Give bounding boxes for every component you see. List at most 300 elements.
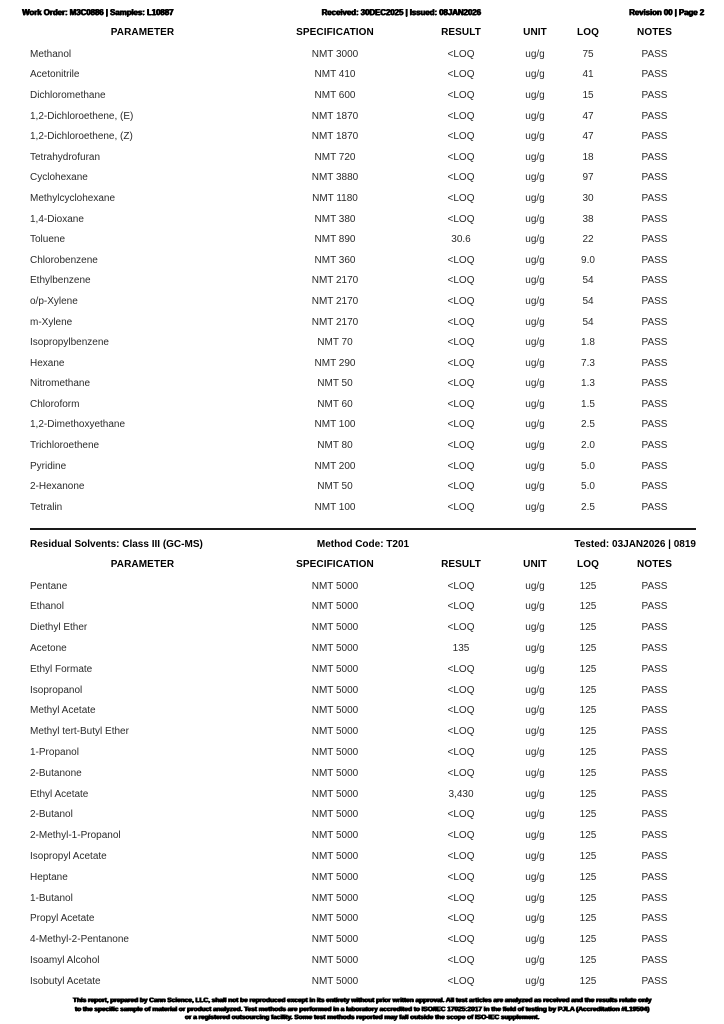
notes-cell: PASS: [641, 850, 668, 862]
unit-cell: ug/g: [525, 601, 545, 613]
parameter-cell: 1,2-Dichloroethene, (E): [30, 110, 134, 122]
table-row: [30, 147, 696, 168]
notes-cell: PASS: [641, 357, 668, 369]
parameter-cell: Toluene: [30, 234, 66, 246]
specification-cell: NMT 5000: [311, 663, 359, 675]
parameter-cell: Trichloroethene: [30, 440, 100, 452]
parameter-cell: Acetonitrile: [30, 69, 80, 81]
specification-cell: NMT 60: [317, 398, 353, 410]
unit-cell: ug/g: [525, 809, 545, 821]
loq-cell: 15: [582, 89, 594, 101]
loq-cell: 125: [579, 892, 597, 904]
parameter-cell: o/p-Xylene: [30, 295, 78, 307]
notes-cell: PASS: [641, 337, 668, 349]
notes-cell: PASS: [641, 110, 668, 122]
unit-cell: ug/g: [525, 481, 545, 493]
loq-cell: 125: [579, 767, 597, 779]
parameter-cell: 4-Methyl-2-Pentanone: [30, 934, 129, 946]
method-code-label: Method Code: T201: [316, 538, 410, 550]
result-cell: <LOQ: [447, 254, 475, 266]
loq-cell: 1.5: [581, 398, 595, 410]
unit-cell: ug/g: [525, 788, 545, 800]
table-row: [30, 209, 696, 230]
table-row: [30, 456, 696, 477]
table-header-row: [30, 553, 696, 576]
disclaimer-line-2: to the specific sample of material or product analyzed. Test methods are performed in a laboratory accredited to ISO/IEC 17025:2017 in the field of testing by PJLA (Accreditation #L19504): [74, 1005, 650, 1013]
result-cell: <LOQ: [447, 481, 475, 493]
unit-cell: ug/g: [525, 234, 545, 246]
notes-cell: PASS: [641, 254, 668, 266]
unit-cell: ug/g: [525, 69, 545, 81]
table-row: [30, 353, 696, 374]
table-row: [30, 188, 696, 209]
unit-cell: ug/g: [525, 663, 545, 675]
notes-cell: PASS: [641, 788, 668, 800]
parameter-cell: Hexane: [30, 357, 65, 369]
notes-cell: PASS: [641, 684, 668, 696]
notes-cell: PASS: [641, 892, 668, 904]
column-header-specification: SPECIFICATION: [296, 27, 374, 38]
loq-cell: 38: [582, 213, 594, 225]
loq-cell: 125: [579, 601, 597, 613]
table-row: [30, 312, 696, 333]
unit-cell: ug/g: [525, 275, 545, 287]
notes-cell: PASS: [641, 871, 668, 883]
notes-cell: PASS: [641, 316, 668, 328]
result-cell: <LOQ: [447, 378, 475, 390]
disclaimer-line-1: This report, prepared by Cann Science, LLC, shall not be reproduced except in its entirety without prior written approval. All test articles are analyzed as received and the results relate only: [72, 997, 652, 1005]
parameter-cell: 1,2-Dimethoxyethane: [30, 419, 126, 431]
result-cell: <LOQ: [447, 151, 475, 163]
table-row: [30, 229, 696, 250]
result-cell: <LOQ: [447, 501, 475, 513]
result-cell: <LOQ: [447, 830, 475, 842]
result-cell: <LOQ: [447, 89, 475, 101]
notes-cell: PASS: [641, 48, 668, 60]
result-cell: <LOQ: [447, 275, 475, 287]
table-row: [30, 291, 696, 312]
table-row: [30, 415, 696, 436]
tested-date-label: Tested: 03JAN2026 | 0819: [574, 538, 696, 550]
loq-cell: 2.5: [581, 501, 595, 513]
loq-cell: 125: [579, 809, 597, 821]
column-header-specification: SPECIFICATION: [296, 558, 374, 570]
unit-cell: ug/g: [525, 892, 545, 904]
unit-cell: ug/g: [525, 172, 545, 184]
unit-cell: ug/g: [525, 440, 545, 452]
result-cell: <LOQ: [447, 975, 475, 987]
loq-cell: 125: [579, 913, 597, 925]
specification-cell: NMT 50: [317, 378, 353, 390]
parameter-cell: Methyl Acetate: [30, 705, 96, 717]
result-cell: <LOQ: [447, 440, 475, 452]
loq-cell: 125: [579, 871, 597, 883]
table-row: [30, 332, 696, 353]
notes-cell: PASS: [641, 809, 668, 821]
loq-cell: 54: [582, 316, 594, 328]
received-issued-label: Received: 30DEC2025 | Issued: 08JAN2026: [321, 8, 481, 17]
parameter-cell: Diethyl Ether: [30, 622, 88, 634]
notes-cell: PASS: [641, 663, 668, 675]
table-row: [30, 374, 696, 395]
column-header-loq: LOQ: [577, 27, 599, 38]
notes-cell: PASS: [641, 601, 668, 613]
specification-cell: NMT 5000: [311, 580, 359, 592]
loq-cell: 2.5: [581, 419, 595, 431]
table-row: [30, 659, 696, 680]
parameter-cell: Propyl Acetate: [30, 913, 95, 925]
parameter-cell: Dichloromethane: [30, 89, 106, 101]
loq-cell: 1.3: [581, 378, 595, 390]
loq-cell: 54: [582, 275, 594, 287]
result-cell: <LOQ: [447, 419, 475, 431]
unit-cell: ug/g: [525, 830, 545, 842]
result-cell: <LOQ: [447, 892, 475, 904]
result-cell: <LOQ: [447, 934, 475, 946]
result-cell: <LOQ: [447, 337, 475, 349]
parameter-cell: Ethyl Formate: [30, 663, 93, 675]
table-row: [30, 596, 696, 617]
notes-cell: PASS: [641, 89, 668, 101]
specification-cell: NMT 100: [314, 419, 356, 431]
specification-cell: NMT 1870: [311, 131, 359, 143]
table-row: [30, 476, 696, 497]
table-row: [30, 888, 696, 909]
specification-cell: NMT 5000: [311, 726, 359, 738]
loq-cell: 5.0: [581, 460, 595, 472]
loq-cell: 30: [582, 192, 594, 204]
unit-cell: ug/g: [525, 110, 545, 122]
table-row: [30, 435, 696, 456]
unit-cell: ug/g: [525, 254, 545, 266]
unit-cell: ug/g: [525, 850, 545, 862]
parameter-cell: Chlorobenzene: [30, 254, 98, 266]
parameter-cell: Ethyl Acetate: [30, 788, 89, 800]
loq-cell: 125: [579, 954, 597, 966]
unit-cell: ug/g: [525, 642, 545, 654]
unit-cell: ug/g: [525, 684, 545, 696]
loq-cell: 18: [582, 151, 594, 163]
unit-cell: ug/g: [525, 151, 545, 163]
result-cell: <LOQ: [447, 48, 475, 60]
table-row: [30, 721, 696, 742]
unit-cell: ug/g: [525, 954, 545, 966]
loq-cell: 2.0: [581, 440, 595, 452]
result-cell: <LOQ: [447, 69, 475, 81]
result-cell: <LOQ: [447, 663, 475, 675]
loq-cell: 75: [582, 48, 594, 60]
specification-cell: NMT 5000: [311, 809, 359, 821]
unit-cell: ug/g: [525, 501, 545, 513]
table-row: [30, 867, 696, 888]
notes-cell: PASS: [641, 213, 668, 225]
notes-cell: PASS: [641, 275, 668, 287]
class2-table-body: [30, 44, 696, 518]
unit-cell: ug/g: [525, 726, 545, 738]
loq-cell: 125: [579, 663, 597, 675]
loq-cell: 54: [582, 295, 594, 307]
unit-cell: ug/g: [525, 460, 545, 472]
specification-cell: NMT 5000: [311, 642, 359, 654]
notes-cell: PASS: [641, 705, 668, 717]
result-cell: <LOQ: [447, 295, 475, 307]
loq-cell: 41: [582, 69, 594, 81]
notes-cell: PASS: [641, 580, 668, 592]
table-row: [30, 106, 696, 127]
notes-cell: PASS: [641, 234, 668, 246]
result-cell: <LOQ: [447, 705, 475, 717]
table-row: [30, 65, 696, 86]
table-row: [30, 250, 696, 271]
loq-cell: 22: [582, 234, 594, 246]
specification-cell: NMT 1180: [312, 192, 358, 204]
table-header-row: [30, 21, 696, 44]
parameter-cell: Methanol: [30, 48, 72, 60]
specification-cell: NMT 5000: [311, 684, 359, 696]
notes-cell: PASS: [641, 501, 668, 513]
table-row: [30, 763, 696, 784]
specification-cell: NMT 2170: [311, 295, 359, 307]
loq-cell: 125: [579, 726, 597, 738]
specification-cell: NMT 1870: [311, 110, 359, 122]
specification-cell: NMT 5000: [311, 830, 359, 842]
table-row: [30, 971, 696, 992]
loq-cell: 9.0: [581, 254, 595, 266]
parameter-cell: Isopropanol: [30, 684, 83, 696]
loq-cell: 125: [579, 788, 597, 800]
notes-cell: PASS: [641, 192, 668, 204]
parameter-cell: Isopropyl Acetate: [30, 850, 107, 862]
parameter-cell: Pentane: [30, 580, 68, 592]
table-row: [30, 846, 696, 867]
loq-cell: 125: [579, 622, 597, 634]
notes-cell: PASS: [641, 975, 668, 987]
unit-cell: ug/g: [525, 913, 545, 925]
parameter-cell: 1,2-Dichloroethene, (Z): [30, 131, 133, 143]
loq-cell: 125: [579, 746, 597, 758]
parameter-cell: Ethylbenzene: [30, 275, 91, 287]
result-cell: <LOQ: [447, 684, 475, 696]
parameter-cell: Isobutyl Acetate: [30, 975, 101, 987]
result-cell: <LOQ: [447, 316, 475, 328]
unit-cell: ug/g: [525, 48, 545, 60]
specification-cell: NMT 2170: [311, 316, 359, 328]
parameter-cell: Cyclohexane: [30, 172, 88, 184]
specification-cell: NMT 380: [314, 213, 356, 225]
specification-cell: NMT 5000: [311, 767, 359, 779]
specification-cell: NMT 3000: [311, 48, 359, 60]
loq-cell: 47: [582, 131, 594, 143]
parameter-cell: Methylcyclohexane: [30, 192, 116, 204]
specification-cell: NMT 100: [314, 501, 356, 513]
parameter-cell: 1,4-Dioxane: [30, 213, 84, 225]
specification-cell: NMT 80: [317, 440, 353, 452]
class3-solvents-table: [30, 553, 696, 992]
notes-cell: PASS: [641, 440, 668, 452]
result-cell: <LOQ: [447, 110, 475, 122]
notes-cell: PASS: [641, 726, 668, 738]
specification-cell: NMT 290: [314, 357, 356, 369]
column-header-result: RESULT: [441, 558, 481, 570]
loq-cell: 125: [579, 684, 597, 696]
specification-cell: NMT 50: [317, 481, 353, 493]
unit-cell: ug/g: [525, 767, 545, 779]
specification-cell: NMT 5000: [311, 622, 359, 634]
unit-cell: ug/g: [525, 316, 545, 328]
result-cell: <LOQ: [447, 954, 475, 966]
class3-table-body: [30, 576, 696, 992]
parameter-cell: Tetrahydrofuran: [30, 151, 101, 163]
result-cell: <LOQ: [447, 192, 475, 204]
table-row: [30, 271, 696, 292]
result-cell: 30.6: [451, 234, 471, 246]
table-row: [30, 908, 696, 929]
table-row: [30, 680, 696, 701]
parameter-cell: Isoamyl Alcohol: [30, 954, 100, 966]
loq-cell: 125: [579, 850, 597, 862]
result-cell: <LOQ: [447, 622, 475, 634]
loq-cell: 125: [579, 934, 597, 946]
specification-cell: NMT 70: [317, 337, 353, 349]
work-order-label: Work Order: M3C0886 | Samples: L10887: [22, 8, 174, 17]
table-row: [30, 700, 696, 721]
result-cell: <LOQ: [447, 767, 475, 779]
table-row: [30, 394, 696, 415]
class2-solvents-table: [30, 21, 696, 518]
loq-cell: 1.8: [581, 337, 595, 349]
parameter-cell: Ethanol: [30, 601, 64, 613]
page-footer-disclaimer: [0, 997, 724, 1023]
result-cell: <LOQ: [447, 460, 475, 472]
result-cell: <LOQ: [447, 580, 475, 592]
disclaimer-line-3: or a registered outsourcing facility. Some test methods reported may fall outside the scope of ISO-IEC supplement.: [184, 1014, 540, 1022]
loq-cell: 125: [579, 705, 597, 717]
unit-cell: ug/g: [525, 213, 545, 225]
loq-cell: 7.3: [581, 357, 595, 369]
specification-cell: NMT 2170: [311, 275, 359, 287]
unit-cell: ug/g: [525, 89, 545, 101]
result-cell: <LOQ: [447, 726, 475, 738]
parameter-cell: 2-Butanone: [30, 767, 82, 779]
loq-cell: 5.0: [581, 481, 595, 493]
parameter-cell: 2-Methyl-1-Propanol: [30, 830, 121, 842]
result-cell: <LOQ: [447, 213, 475, 225]
section-title: Residual Solvents: Class III (GC-MS): [30, 538, 203, 550]
specification-cell: NMT 5000: [311, 913, 359, 925]
notes-cell: PASS: [641, 622, 668, 634]
table-row: [30, 742, 696, 763]
revision-page-label: Revision 00 | Page 2: [629, 8, 704, 17]
notes-cell: PASS: [641, 378, 668, 390]
specification-cell: NMT 5000: [311, 892, 359, 904]
column-header-result: RESULT: [441, 27, 481, 38]
unit-cell: ug/g: [525, 746, 545, 758]
parameter-cell: Pyridine: [30, 460, 67, 472]
table-row: [30, 168, 696, 189]
column-header-parameter: PARAMETER: [110, 558, 175, 570]
section-header: [30, 530, 696, 553]
specification-cell: NMT 5000: [311, 934, 359, 946]
table-row: [30, 825, 696, 846]
column-header-notes: NOTES: [637, 558, 672, 570]
parameter-cell: Heptane: [30, 871, 68, 883]
specification-cell: NMT 5000: [311, 871, 359, 883]
parameter-cell: 1-Butanol: [30, 892, 73, 904]
column-header-notes: NOTES: [637, 27, 672, 38]
parameter-cell: Chloroform: [30, 398, 80, 410]
notes-cell: PASS: [641, 460, 668, 472]
unit-cell: ug/g: [525, 975, 545, 987]
table-row: [30, 44, 696, 65]
parameter-cell: Acetone: [30, 642, 67, 654]
notes-cell: PASS: [641, 151, 668, 163]
loq-cell: 47: [582, 110, 594, 122]
loq-cell: 125: [579, 830, 597, 842]
result-cell: <LOQ: [447, 357, 475, 369]
notes-cell: PASS: [641, 954, 668, 966]
notes-cell: PASS: [641, 642, 668, 654]
unit-cell: ug/g: [525, 337, 545, 349]
notes-cell: PASS: [641, 295, 668, 307]
column-header-parameter: PARAMETER: [110, 27, 175, 38]
specification-cell: NMT 5000: [311, 705, 359, 717]
notes-cell: PASS: [641, 913, 668, 925]
table-row: [30, 497, 696, 518]
result-cell: 3,430: [448, 788, 474, 800]
column-header-unit: UNIT: [523, 558, 547, 570]
unit-cell: ug/g: [525, 934, 545, 946]
loq-cell: 125: [579, 975, 597, 987]
unit-cell: ug/g: [525, 295, 545, 307]
table-row: [30, 804, 696, 825]
result-cell: <LOQ: [447, 172, 475, 184]
result-cell: <LOQ: [447, 131, 475, 143]
specification-cell: NMT 360: [314, 254, 356, 266]
notes-cell: PASS: [641, 767, 668, 779]
unit-cell: ug/g: [525, 131, 545, 143]
table-row: [30, 638, 696, 659]
table-row: [30, 576, 696, 597]
parameter-cell: 2-Butanol: [30, 809, 73, 821]
unit-cell: ug/g: [525, 580, 545, 592]
result-cell: 135: [452, 642, 470, 654]
table-row: [30, 617, 696, 638]
notes-cell: PASS: [641, 69, 668, 81]
notes-cell: PASS: [641, 419, 668, 431]
loq-cell: 97: [582, 172, 594, 184]
table-row: [30, 126, 696, 147]
result-cell: <LOQ: [447, 913, 475, 925]
parameter-cell: 2-Hexanone: [30, 481, 85, 493]
parameter-cell: Tetralin: [30, 501, 63, 513]
specification-cell: NMT 5000: [311, 850, 359, 862]
specification-cell: NMT 3880: [311, 172, 359, 184]
result-cell: <LOQ: [447, 398, 475, 410]
notes-cell: PASS: [641, 398, 668, 410]
parameter-cell: 1-Propanol: [30, 746, 79, 758]
specification-cell: NMT 5000: [311, 975, 359, 987]
parameter-cell: Isopropylbenzene: [30, 337, 109, 349]
unit-cell: ug/g: [525, 398, 545, 410]
table-row: [30, 929, 696, 950]
unit-cell: ug/g: [525, 871, 545, 883]
result-cell: <LOQ: [447, 601, 475, 613]
unit-cell: ug/g: [525, 622, 545, 634]
unit-cell: ug/g: [525, 192, 545, 204]
specification-cell: NMT 5000: [311, 788, 359, 800]
specification-cell: NMT 5000: [311, 746, 359, 758]
result-cell: <LOQ: [447, 809, 475, 821]
